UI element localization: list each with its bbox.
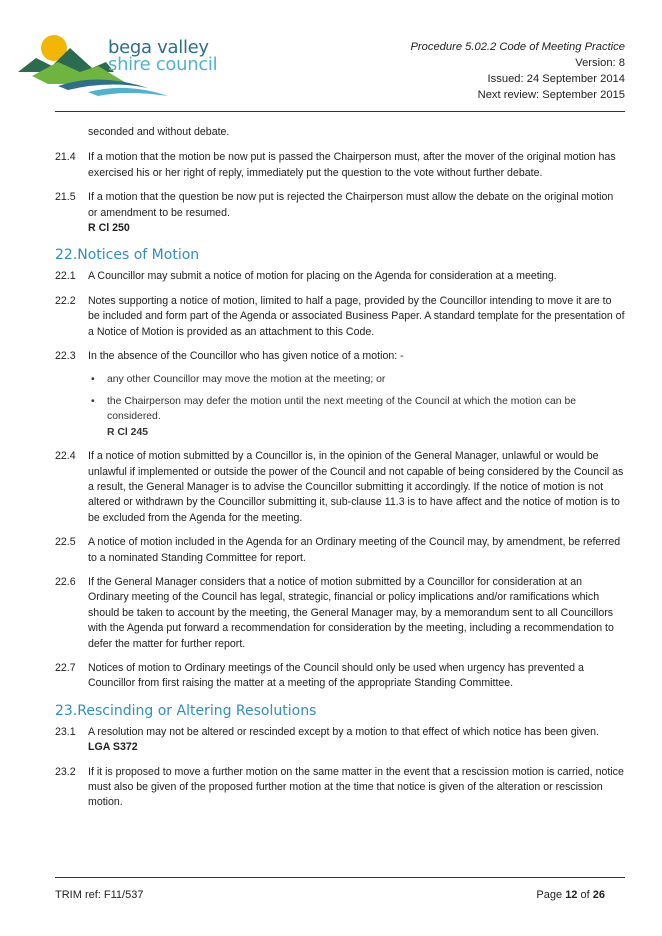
clause-reference: R Cl 250 [88,222,130,235]
clause-22-1 [55,269,625,284]
page-of: of [580,889,590,901]
clause-text: If a motion that the question be now put is rejected the Chairperson must allow the debate on the original motion or amendment to be resumed. [88,191,614,219]
issued-date: Issued: 24 September 2014 [487,73,625,85]
page-current: 12 [565,889,578,901]
clause-number: 23.1 [55,725,76,738]
clause-text: If a notice of motion submitted by a Councillor is, in the opinion of the General Manager, unlawful or would be unlawful if implemented or outside the power of the Council and not capable of being considered by the Council as a result, the General Manager is to advise the Councillor submitting it accordingly. If the notice of motion is not altered or withdrawn by the Councillor submitting it, sub-clause 11.3 is to have affect and the notice of motion is to be excluded from the Agenda for the meeting. [88,450,624,524]
clause-text: Notices of motion to Ordinary meetings of the Council should only be used when urgency has prevented a Councillor from first raising the matter at a meeting of the appropriate Standing Committee. [88,661,584,690]
clause-text: In the absence of the Councillor who has given notice of a motion: - [88,350,404,363]
clause-text: A notice of motion included in the Agenda for an Ordinary meeting of the Council may, by amendment, be referred to a nominated Standing Committee for report. [88,536,621,564]
clause-22-7 [55,661,625,692]
document-body [55,125,625,811]
bullet-text: any other Councillor may move the motion at the meeting; or [107,374,386,386]
clause-23-2 [55,765,625,811]
footer-divider [55,877,625,878]
clause-text: A Councillor may submit a notice of motion for placing on the Agenda for consideration at a meeting. [88,270,557,283]
clause-reference: R Cl 245 [107,426,149,438]
clause-number: 22.7 [55,661,76,674]
clause-number: 22.6 [55,575,76,588]
clause-number: 22.1 [55,270,76,283]
page-prefix: Page [536,889,563,901]
clause-text: Notes supporting a notice of motion, limited to half a page, provided by the Councillor intending to move it are to be included and form part of the Agenda or associated Business Paper. A standard template for the presentation of a Notice of Motion is provided as an attachment to this Code. [88,294,625,338]
clause-22-5 [55,535,625,566]
logo-line-2: shire council [108,54,218,75]
clause-22-3 [55,349,625,364]
clause-number: 22.2 [55,294,76,307]
page-number [536,889,605,901]
document-header-info [410,39,625,103]
clause-22-2 [55,294,625,340]
clause-22-6 [55,575,625,652]
trim-reference: TRIM ref: F11/537 [55,889,144,901]
clause-text: If it is proposed to move a further motion on the same matter in the event that a rescission motion is carried, notice must also be given of the proposed further motion at the time that notice is given of the alteration or rescission motion. [88,765,624,809]
header-divider [55,111,625,112]
clause-number: 21.4 [55,151,76,164]
bullet-icon: • [91,395,95,407]
logo-line-1: bega valley [108,37,209,58]
clause-text: A resolution may not be altered or rescinded except by a motion to that effect of which notice has been given. [88,725,599,738]
bullet-icon: • [91,374,95,386]
clause-text: If a motion that the motion be now put is passed the Chairperson must, after the mover of the original motion has exercised his or her right of reply, immediately put the question to the vote without further debate. [88,151,616,179]
continued-paragraph: seconded and without debate. [88,126,230,138]
clause-reference: LGA S372 [88,741,138,754]
clause-number: 22.5 [55,536,76,549]
clause-21-4 [55,150,625,181]
clause-text: If the General Manager considers that a notice of motion submitted by a Councillor for consideration at an Ordinary meeting of the Council has legal, strategic, financial or policy implications and/or ramifications which should be taken to account by the meeting, the General Manager may, by a memorandum sent to all Councillors with the Agenda put forward a recommendation for consideration by the meeting, including a recommendation to defer the matter for further report. [88,575,614,650]
next-review: Next review: September 2015 [477,89,625,101]
procedure-title: Procedure 5.02.2 Code of Meeting Practice [410,41,625,53]
clause-number: 22.3 [55,350,76,363]
bullet-item [55,372,625,387]
clause-21-5 [55,190,625,236]
section-heading-22: 22.Notices of Motion [55,247,200,264]
clause-23-1 [55,725,625,756]
logo-wordmark [108,39,217,73]
clause-number: 21.5 [55,191,76,204]
bullet-item [55,394,625,440]
section-heading-23: 23.Rescinding or Altering Resolutions [55,702,317,719]
clause-number: 22.4 [55,450,76,463]
version: Version: 8 [575,57,625,69]
bullet-text: the Chairperson may defer the motion until the next meeting of the Council at which the motion can be considered. [107,395,576,423]
clause-22-4 [55,449,625,526]
clause-number: 23.2 [55,765,76,778]
page-total: 26 [592,889,605,901]
